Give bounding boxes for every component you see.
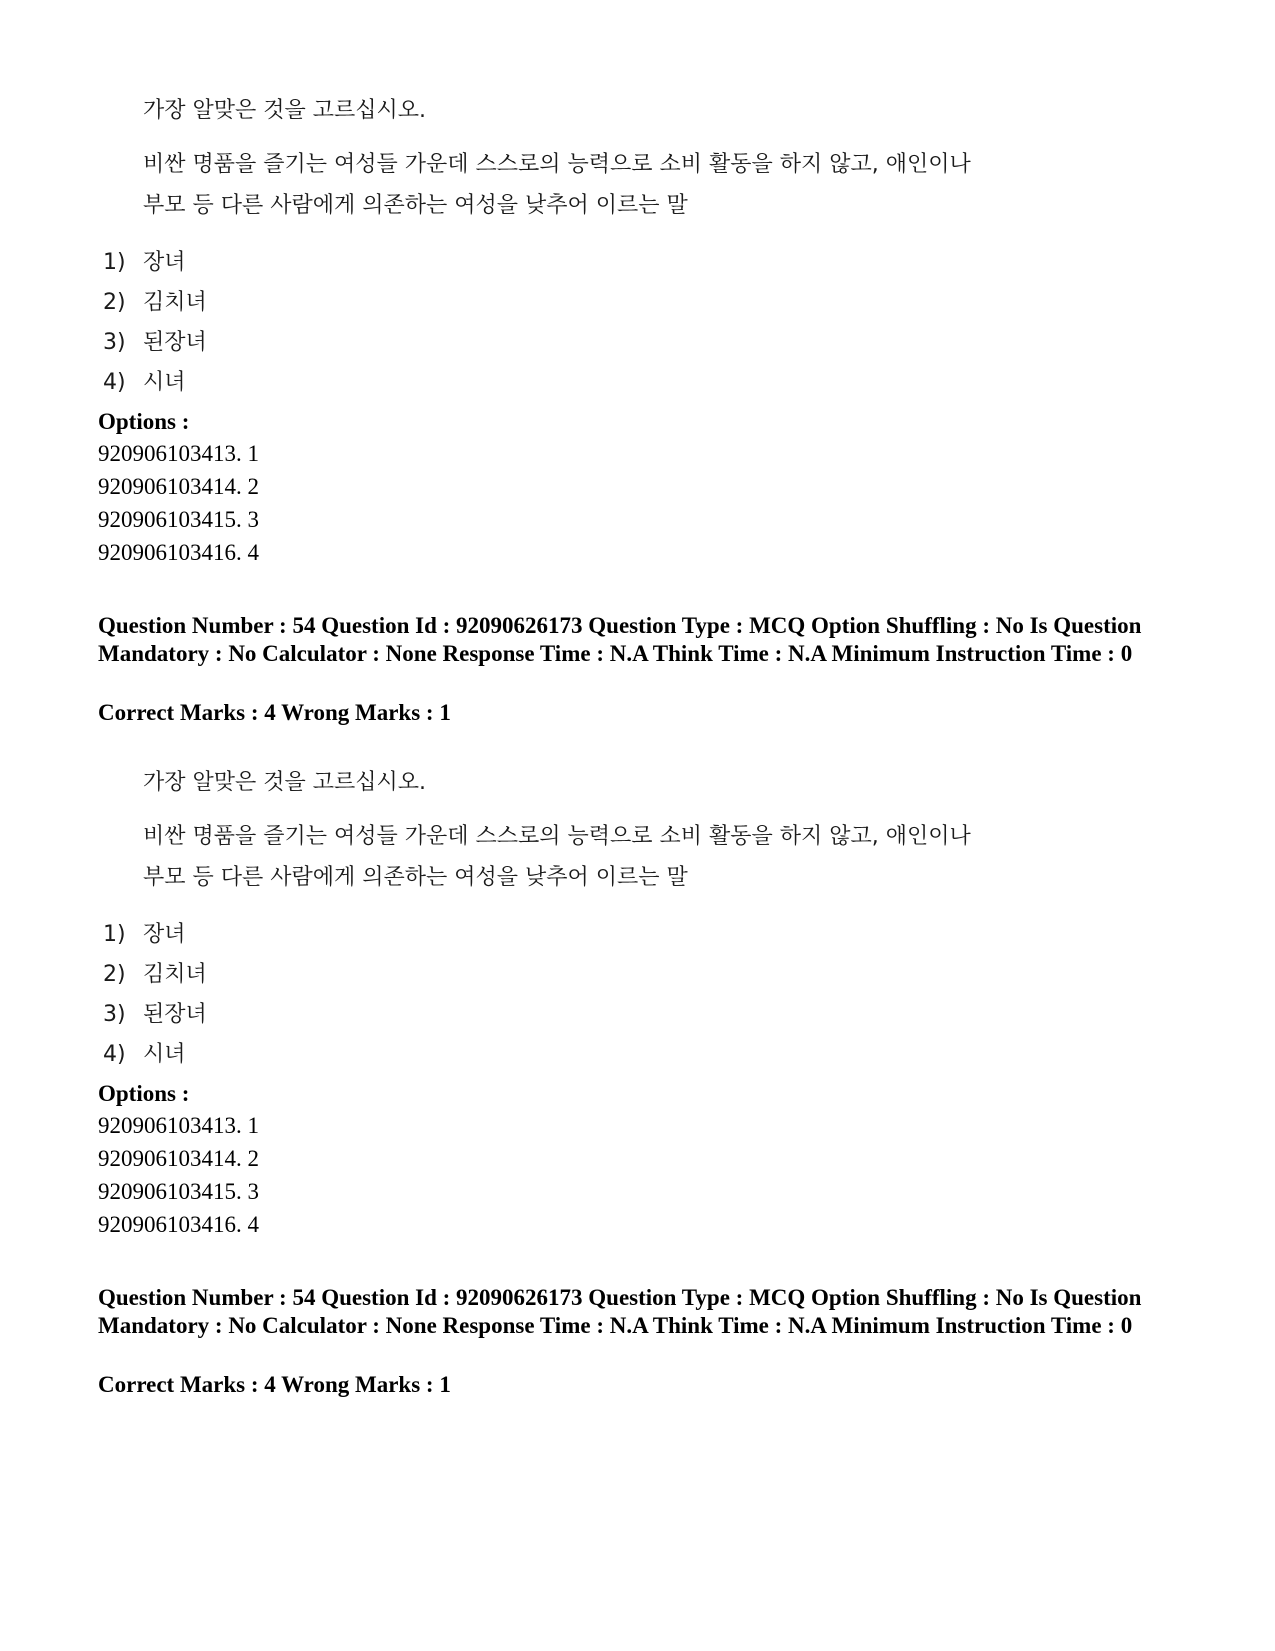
choice-number: 1) [103, 250, 126, 275]
choice-text: 장녀 [143, 922, 186, 947]
answer-choice [103, 325, 207, 356]
question-meta: Question Number : 54 Question Id : 92090626173 Question Type : MCQ Option Shuffling : No Is Question Mandatory : No Calculator : None Response Time : N.A Think Time : N.A Minimum Instruction Time : 0 [98, 1285, 1142, 1338]
option-id: 920906103413. 1 [98, 441, 259, 466]
option-id: 920906103416. 4 [98, 1212, 259, 1237]
question-instruction: 가장 알맞은 것을 고르십시오. [143, 98, 426, 123]
question-instruction: 가장 알맞은 것을 고르십시오. [143, 770, 426, 795]
choice-number: 3) [103, 330, 126, 355]
option-id: 920906103415. 3 [98, 507, 259, 532]
question-meta: Question Number : 54 Question Id : 92090626173 Question Type : MCQ Option Shuffling : No Is Question Mandatory : No Calculator : None Response Time : N.A Think Time : N.A Minimum Instruction Time : 0 [98, 613, 1142, 666]
choice-text: 된장녀 [143, 330, 207, 355]
choice-number: 1) [103, 922, 126, 947]
choice-number: 2) [103, 962, 126, 987]
answer-choice [103, 245, 186, 276]
option-id: 920906103414. 2 [98, 474, 259, 499]
marks-line: Correct Marks : 4 Wrong Marks : 1 [98, 1372, 451, 1397]
question-passage-line: 부모 등 다른 사람에게 의존하는 여성을 낮추어 이르는 말 [143, 865, 688, 890]
question-passage-line: 비싼 명품을 즐기는 여성들 가운데 스스로의 능력으로 소비 활동을 하지 않고, 애인이나 [143, 152, 971, 177]
choice-text: 시녀 [143, 370, 186, 395]
choice-number: 4) [103, 1042, 126, 1067]
options-heading: Options : [98, 409, 190, 434]
choice-number: 4) [103, 370, 126, 395]
marks-line: Correct Marks : 4 Wrong Marks : 1 [98, 700, 451, 725]
option-id: 920906103413. 1 [98, 1113, 259, 1138]
answer-choice [103, 1037, 186, 1068]
choice-number: 3) [103, 1002, 126, 1027]
answer-choice [103, 957, 207, 988]
choice-text: 된장녀 [143, 1002, 207, 1027]
option-id: 920906103416. 4 [98, 540, 259, 565]
answer-choice [103, 997, 207, 1028]
choice-text: 장녀 [143, 250, 186, 275]
options-heading: Options : [98, 1081, 190, 1106]
choice-text: 김치녀 [143, 962, 207, 987]
question-passage-line: 부모 등 다른 사람에게 의존하는 여성을 낮추어 이르는 말 [143, 193, 688, 218]
answer-choice [103, 365, 186, 396]
choice-number: 2) [103, 290, 126, 315]
choice-text: 김치녀 [143, 290, 207, 315]
answer-choice [103, 917, 186, 948]
option-id: 920906103414. 2 [98, 1146, 259, 1171]
choice-text: 시녀 [143, 1042, 186, 1067]
option-id: 920906103415. 3 [98, 1179, 259, 1204]
answer-choice [103, 285, 207, 316]
question-passage-line: 비싼 명품을 즐기는 여성들 가운데 스스로의 능력으로 소비 활동을 하지 않고, 애인이나 [143, 824, 971, 849]
